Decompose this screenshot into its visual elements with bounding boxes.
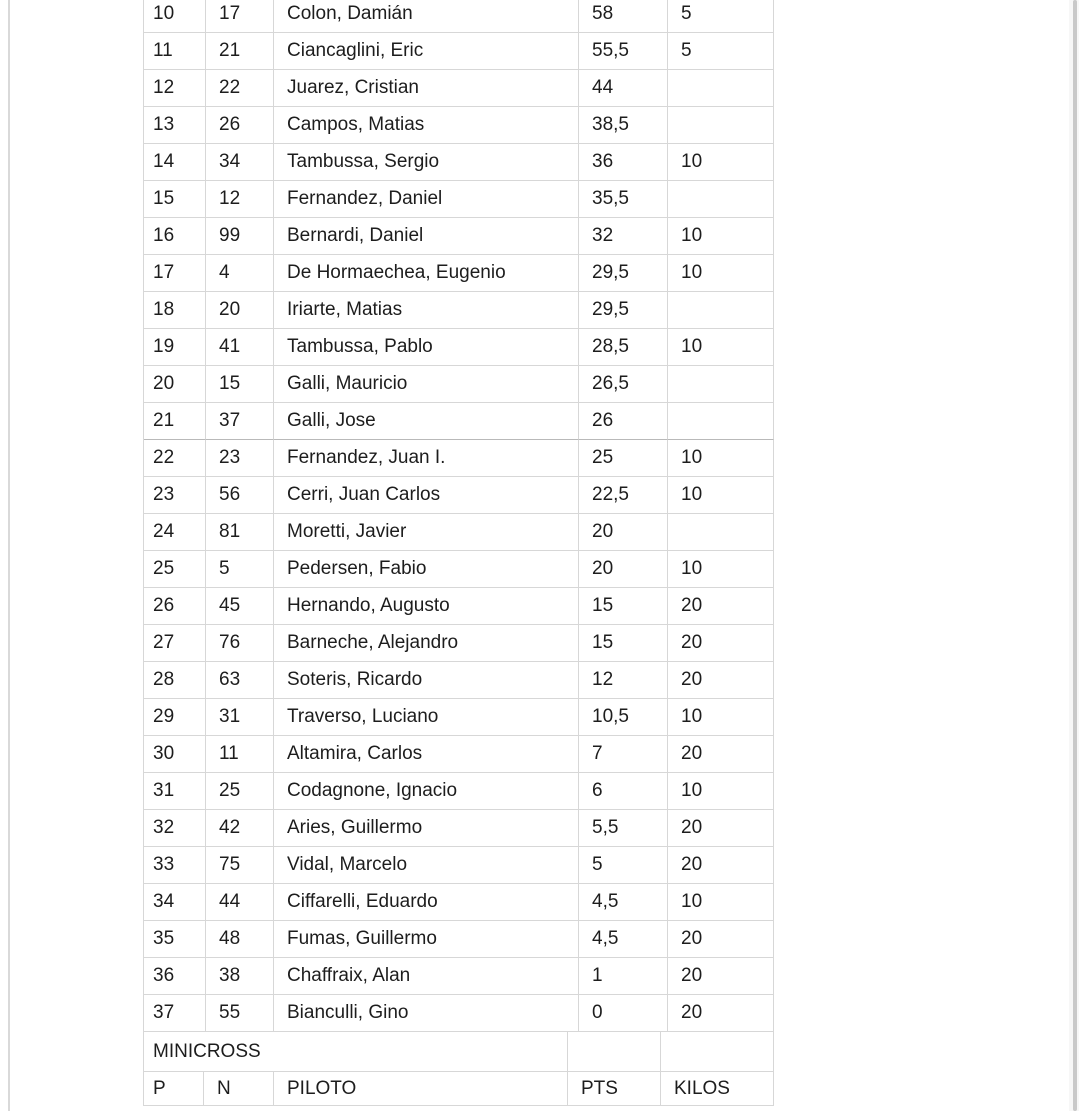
cell-number: 4 <box>206 255 274 292</box>
cell-number: 99 <box>206 218 274 255</box>
table-row <box>144 329 775 366</box>
table-row <box>144 366 775 403</box>
cell-kilos: 20 <box>668 810 774 847</box>
cell-kilos: 10 <box>668 440 774 477</box>
cell-number: 25 <box>206 773 274 810</box>
cell-kilos <box>668 292 774 329</box>
table-row <box>144 810 775 847</box>
cell-points: 15 <box>579 588 668 625</box>
cell-number: 37 <box>206 403 274 440</box>
cell-kilos <box>668 107 774 144</box>
cell-kilos: 5 <box>668 33 774 70</box>
cell-kilos: 10 <box>668 218 774 255</box>
cell-pilot: Soteris, Ricardo <box>274 662 579 699</box>
cell-kilos <box>668 70 774 107</box>
column-header-n: N <box>204 1072 274 1106</box>
table-row <box>144 773 775 810</box>
cell-position: 27 <box>144 625 206 662</box>
table-row <box>144 477 775 514</box>
cell-pilot: Galli, Mauricio <box>274 366 579 403</box>
cell-position: 22 <box>144 440 206 477</box>
cell-position: 37 <box>144 995 206 1032</box>
cell-number: 11 <box>206 736 274 773</box>
cell-kilos: 20 <box>668 625 774 662</box>
cell-pilot: Fernandez, Daniel <box>274 181 579 218</box>
cell-number: 42 <box>206 810 274 847</box>
cell-kilos: 10 <box>668 699 774 736</box>
cell-pilot: Colon, Damián <box>274 0 579 33</box>
cell-points: 4,5 <box>579 884 668 921</box>
cell-points: 5,5 <box>579 810 668 847</box>
cell-position: 19 <box>144 329 206 366</box>
cell-position: 18 <box>144 292 206 329</box>
cell-points: 25 <box>579 440 668 477</box>
cell-number: 76 <box>206 625 274 662</box>
table-row <box>144 958 775 995</box>
cell-points: 15 <box>579 625 668 662</box>
cell-position: 33 <box>144 847 206 884</box>
table-row <box>144 255 775 292</box>
cell-kilos: 20 <box>668 995 774 1032</box>
cell-points: 29,5 <box>579 292 668 329</box>
cell-kilos: 10 <box>668 144 774 181</box>
cell-number: 21 <box>206 33 274 70</box>
cell-kilos: 20 <box>668 662 774 699</box>
cell-pilot: Vidal, Marcelo <box>274 847 579 884</box>
cell-pilot: Galli, Jose <box>274 403 579 440</box>
table-row <box>144 144 775 181</box>
cell-position: 10 <box>144 0 206 33</box>
table-row <box>144 625 775 662</box>
table-row <box>144 33 775 70</box>
cell-position: 14 <box>144 144 206 181</box>
cell-pilot: Fumas, Guillermo <box>274 921 579 958</box>
cell-points: 35,5 <box>579 181 668 218</box>
cell-position: 34 <box>144 884 206 921</box>
table-row <box>144 662 775 699</box>
table-row <box>144 403 775 440</box>
cell-number: 23 <box>206 440 274 477</box>
cell-pilot: Iriarte, Matias <box>274 292 579 329</box>
cell-position: 31 <box>144 773 206 810</box>
cell-points: 22,5 <box>579 477 668 514</box>
cell-pilot: Bianculli, Gino <box>274 995 579 1032</box>
cell-pilot: Campos, Matias <box>274 107 579 144</box>
table-row <box>144 847 775 884</box>
cell-kilos: 20 <box>668 921 774 958</box>
cell-kilos: 10 <box>668 329 774 366</box>
cell-position: 12 <box>144 70 206 107</box>
section-title: MINICROSS <box>144 1032 568 1072</box>
cell-kilos: 10 <box>668 255 774 292</box>
table-row <box>144 181 775 218</box>
cell-points: 20 <box>579 514 668 551</box>
table-row <box>144 440 775 477</box>
cell-number: 56 <box>206 477 274 514</box>
cell-number: 75 <box>206 847 274 884</box>
cell-position: 13 <box>144 107 206 144</box>
cell-position: 25 <box>144 551 206 588</box>
cell-kilos <box>668 181 774 218</box>
cell-position: 36 <box>144 958 206 995</box>
cell-number: 48 <box>206 921 274 958</box>
cell-kilos: 10 <box>668 884 774 921</box>
scrollbar-thumb[interactable] <box>1073 0 1077 1111</box>
cell-position: 17 <box>144 255 206 292</box>
cell-position: 24 <box>144 514 206 551</box>
cell-number: 45 <box>206 588 274 625</box>
cell-position: 26 <box>144 588 206 625</box>
cell-points: 6 <box>579 773 668 810</box>
cell-position: 30 <box>144 736 206 773</box>
cell-pilot: Pedersen, Fabio <box>274 551 579 588</box>
table-row <box>144 292 775 329</box>
page-left-edge-line <box>8 0 10 1111</box>
cell-kilos: 20 <box>668 958 774 995</box>
table-row <box>144 70 775 107</box>
cell-points: 36 <box>579 144 668 181</box>
table-row <box>144 921 775 958</box>
cell-kilos: 5 <box>668 0 774 33</box>
cell-kilos: 20 <box>668 736 774 773</box>
cell-kilos <box>668 403 774 440</box>
cell-pilot: Bernardi, Daniel <box>274 218 579 255</box>
cell-points: 55,5 <box>579 33 668 70</box>
cell-number: 41 <box>206 329 274 366</box>
cell-number: 63 <box>206 662 274 699</box>
cell-kilos <box>668 366 774 403</box>
cell-pilot: Ciffarelli, Eduardo <box>274 884 579 921</box>
empty-cell <box>661 1032 774 1072</box>
column-header-piloto: PILOTO <box>274 1072 568 1106</box>
minicross-section-row <box>143 1032 775 1072</box>
cell-points: 10,5 <box>579 699 668 736</box>
cell-position: 23 <box>144 477 206 514</box>
cell-number: 44 <box>206 884 274 921</box>
cell-number: 15 <box>206 366 274 403</box>
standings-table <box>143 0 775 1032</box>
cell-number: 20 <box>206 292 274 329</box>
column-header-p: P <box>144 1072 204 1106</box>
cell-position: 29 <box>144 699 206 736</box>
cell-pilot: De Hormaechea, Eugenio <box>274 255 579 292</box>
table-row <box>144 0 775 33</box>
cell-pilot: Tambussa, Pablo <box>274 329 579 366</box>
cell-points: 5 <box>579 847 668 884</box>
table-row <box>144 107 775 144</box>
cell-kilos: 10 <box>668 477 774 514</box>
table-row <box>144 884 775 921</box>
table-row <box>144 551 775 588</box>
cell-points: 32 <box>579 218 668 255</box>
cell-kilos <box>668 514 774 551</box>
cell-number: 17 <box>206 0 274 33</box>
minicross-header-row <box>143 1072 775 1106</box>
cell-points: 20 <box>579 551 668 588</box>
table-row <box>144 736 775 773</box>
cell-kilos: 20 <box>668 847 774 884</box>
cell-number: 31 <box>206 699 274 736</box>
cell-position: 35 <box>144 921 206 958</box>
cell-position: 20 <box>144 366 206 403</box>
cell-pilot: Codagnone, Ignacio <box>274 773 579 810</box>
cell-kilos: 10 <box>668 773 774 810</box>
cell-number: 12 <box>206 181 274 218</box>
cell-points: 0 <box>579 995 668 1032</box>
column-header-kilos: KILOS <box>661 1072 774 1106</box>
cell-position: 32 <box>144 810 206 847</box>
cell-points: 12 <box>579 662 668 699</box>
cell-number: 38 <box>206 958 274 995</box>
cell-position: 15 <box>144 181 206 218</box>
cell-position: 16 <box>144 218 206 255</box>
cell-pilot: Cerri, Juan Carlos <box>274 477 579 514</box>
cell-pilot: Altamira, Carlos <box>274 736 579 773</box>
cell-pilot: Barneche, Alejandro <box>274 625 579 662</box>
vertical-scrollbar[interactable] <box>1069 0 1079 1111</box>
cell-points: 38,5 <box>579 107 668 144</box>
cell-number: 55 <box>206 995 274 1032</box>
cell-position: 28 <box>144 662 206 699</box>
cell-points: 44 <box>579 70 668 107</box>
cell-number: 34 <box>206 144 274 181</box>
cell-points: 58 <box>579 0 668 33</box>
cell-position: 21 <box>144 403 206 440</box>
empty-cell <box>568 1032 661 1072</box>
cell-pilot: Ciancaglini, Eric <box>274 33 579 70</box>
cell-pilot: Juarez, Cristian <box>274 70 579 107</box>
cell-pilot: Chaffraix, Alan <box>274 958 579 995</box>
cell-points: 29,5 <box>579 255 668 292</box>
cell-points: 4,5 <box>579 921 668 958</box>
column-header-pts: PTS <box>568 1072 661 1106</box>
cell-number: 81 <box>206 514 274 551</box>
table-row <box>144 588 775 625</box>
standings-section <box>143 0 775 1106</box>
cell-points: 7 <box>579 736 668 773</box>
cell-pilot: Hernando, Augusto <box>274 588 579 625</box>
cell-points: 26 <box>579 403 668 440</box>
table-row <box>144 514 775 551</box>
cell-kilos: 10 <box>668 551 774 588</box>
cell-pilot: Moretti, Javier <box>274 514 579 551</box>
table-row <box>144 218 775 255</box>
table-row <box>144 699 775 736</box>
cell-points: 26,5 <box>579 366 668 403</box>
cell-number: 22 <box>206 70 274 107</box>
cell-pilot: Aries, Guillermo <box>274 810 579 847</box>
cell-kilos: 20 <box>668 588 774 625</box>
cell-points: 1 <box>579 958 668 995</box>
cell-pilot: Traverso, Luciano <box>274 699 579 736</box>
cell-pilot: Tambussa, Sergio <box>274 144 579 181</box>
cell-points: 28,5 <box>579 329 668 366</box>
cell-number: 26 <box>206 107 274 144</box>
cell-pilot: Fernandez, Juan I. <box>274 440 579 477</box>
cell-position: 11 <box>144 33 206 70</box>
table-row <box>144 995 775 1032</box>
cell-number: 5 <box>206 551 274 588</box>
